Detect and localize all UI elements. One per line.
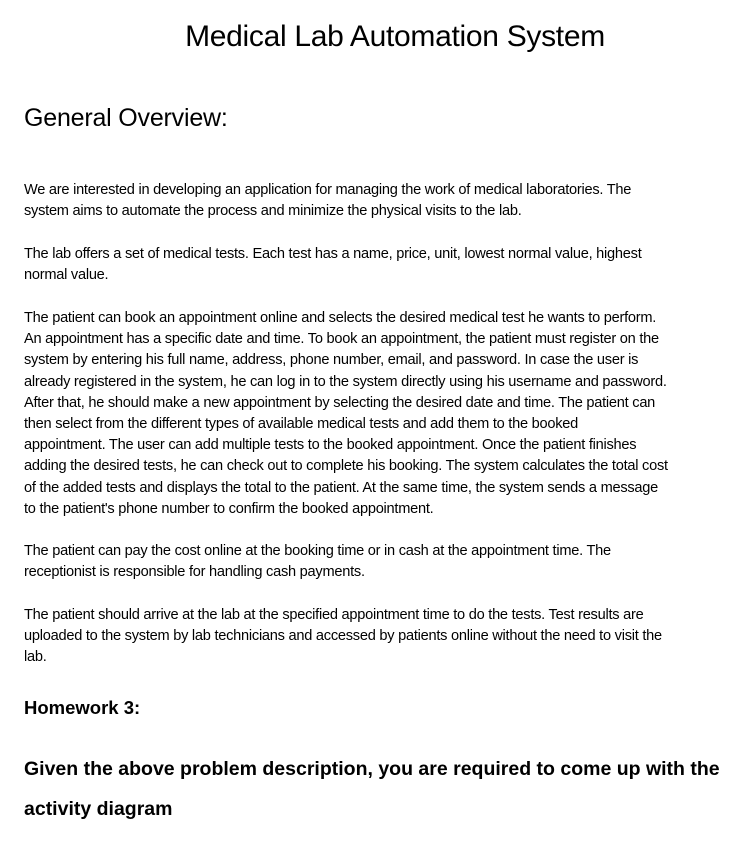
- paragraph-line: The patient can book an appointment online and selects the desired medical test he wants to perform.: [24, 310, 657, 326]
- paragraph-line: to the patient's phone number to confirm the booked appointment.: [24, 500, 434, 517]
- paragraph-line: system aims to automate the process and minimize the physical visits to the lab.: [24, 203, 522, 220]
- paragraph-line: The patient should arrive at the lab at the specified appointment time to do the tests. Test results are: [24, 607, 644, 623]
- paragraph-line: We are interested in developing an application for managing the work of medical laboratories. The: [24, 182, 632, 198]
- paragraph-payment: [24, 541, 750, 583]
- section-heading: General Overview:: [24, 104, 228, 132]
- paragraph-line: of the added tests and displays the total to the patient. At the same time, the system sends a message: [24, 479, 659, 496]
- homework-label: Homework 3:: [24, 697, 141, 718]
- paragraph-line: appointment. The user can add multiple tests to the booked appointment. Once the patient finishes: [24, 437, 637, 454]
- paragraph-line: The patient can pay the cost online at the booking time or in cash at the appointment time. The: [24, 543, 611, 559]
- paragraph-intro: [24, 180, 750, 222]
- paragraph-line: receptionist is responsible for handling cash payments.: [24, 564, 365, 581]
- paragraph-line: normal value.: [24, 267, 109, 284]
- paragraph-line: lab.: [24, 649, 47, 666]
- paragraph-results: [24, 605, 750, 669]
- paragraph-line: adding the desired tests, he can check out to complete his booking. The system calculates the total cost: [24, 458, 668, 475]
- paragraph-line: After that, he should make a new appointment by selecting the desired date and time. The patient can: [24, 394, 656, 411]
- paragraph-line: system by entering his full name, address, phone number, email, and password. In case the user is: [24, 352, 639, 369]
- paragraph-line: An appointment has a specific date and time. To book an appointment, the patient must register on the: [24, 331, 659, 348]
- paragraph-line: already registered in the system, he can log in to the system directly using his username and password.: [24, 373, 667, 390]
- paragraph-line: The lab offers a set of medical tests. Each test has a name, price, unit, lowest normal value, highest: [24, 246, 642, 262]
- paragraph-line: then select from the different types of available medical tests and add them to the booked: [24, 416, 579, 433]
- homework-task: Given the above problem description, you are required to come up with the activity diagram: [24, 758, 720, 820]
- document-title: Medical Lab Automation System: [185, 20, 605, 53]
- paragraph-tests: [24, 244, 750, 286]
- paragraph-line: uploaded to the system by lab technicians and accessed by patients online without the need to visit the: [24, 628, 662, 645]
- paragraph-booking: [24, 308, 750, 520]
